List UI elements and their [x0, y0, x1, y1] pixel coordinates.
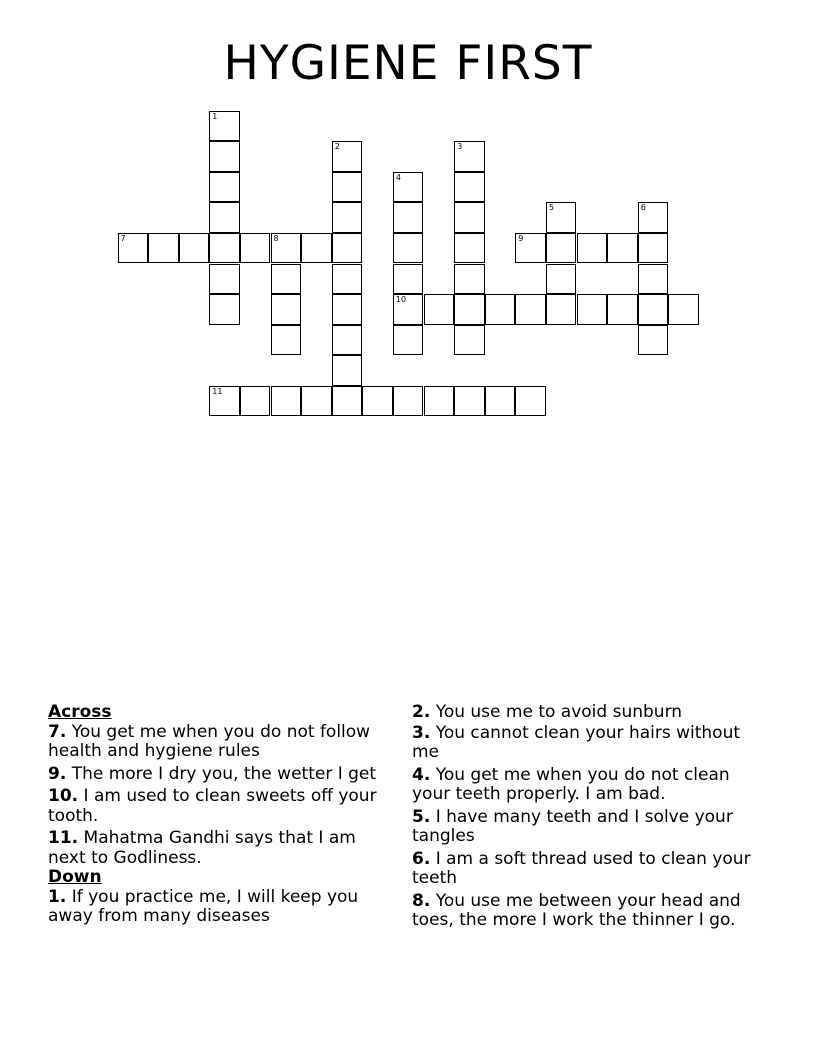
grid-cell[interactable]	[148, 233, 179, 264]
clue-number: 11	[212, 386, 223, 396]
down-clue-4: 4. You get me when you do not clean your teeth properly. I am bad.	[412, 764, 730, 804]
grid-cell[interactable]	[332, 233, 363, 264]
grid-cell[interactable]	[546, 233, 577, 264]
grid-cell[interactable]	[454, 294, 485, 325]
clue-number: 8	[273, 233, 279, 243]
grid-cell[interactable]	[546, 294, 577, 325]
grid-cell[interactable]	[638, 294, 669, 325]
grid-cell[interactable]	[668, 294, 699, 325]
down-heading: Down	[48, 867, 102, 887]
grid-cell[interactable]	[332, 325, 363, 356]
grid-cell[interactable]	[393, 233, 424, 264]
grid-cell[interactable]	[240, 386, 271, 417]
grid-cell[interactable]	[546, 264, 577, 295]
grid-cell[interactable]	[454, 141, 485, 172]
puzzle-title: HYGIENE FIRST	[223, 36, 593, 91]
grid-cell[interactable]	[179, 233, 210, 264]
grid-cell[interactable]	[393, 325, 424, 356]
grid-cell[interactable]	[209, 233, 240, 264]
grid-cell[interactable]	[515, 294, 546, 325]
clues-left-column	[48, 703, 398, 930]
grid-cell[interactable]	[209, 264, 240, 295]
grid-cell[interactable]	[240, 233, 271, 264]
grid-cell[interactable]	[332, 355, 363, 386]
grid-cell[interactable]	[577, 294, 608, 325]
down-clue-1: 1. If you practice me, I will keep you away from many diseases	[48, 886, 359, 926]
grid-cell[interactable]	[638, 233, 669, 264]
grid-cell[interactable]	[607, 233, 638, 264]
down-clue-5: 5. I have many teeth and I solve your tangles	[412, 806, 733, 846]
grid-cell[interactable]	[209, 294, 240, 325]
grid-cell[interactable]	[454, 172, 485, 203]
grid-cell[interactable]	[454, 264, 485, 295]
down-clue-6: 6. I am a soft thread used to clean your teeth	[412, 848, 751, 888]
across-clue-7: 7. You get me when you do not follow health and hygiene rules	[48, 721, 371, 761]
grid-cell[interactable]	[332, 294, 363, 325]
grid-cell[interactable]	[393, 264, 424, 295]
grid-cell[interactable]	[424, 294, 455, 325]
grid-cell[interactable]	[515, 233, 546, 264]
grid-cell[interactable]	[454, 386, 485, 417]
grid-cell[interactable]	[546, 202, 577, 233]
grid-cell[interactable]	[209, 111, 240, 142]
grid-cell[interactable]	[209, 386, 240, 417]
across-clue-9: 9. The more I dry you, the wetter I get	[48, 763, 377, 784]
grid-cell[interactable]	[301, 233, 332, 264]
grid-cell[interactable]	[271, 294, 302, 325]
grid-cell[interactable]	[393, 202, 424, 233]
grid-cell[interactable]	[638, 264, 669, 295]
grid-cell[interactable]	[332, 202, 363, 233]
clue-number: 1	[212, 111, 218, 121]
grid-cell[interactable]	[454, 233, 485, 264]
down-clue-3: 3. You cannot clean your hairs without me	[412, 722, 741, 762]
crossword-grid	[0, 0, 816, 430]
grid-cell[interactable]	[271, 264, 302, 295]
grid-cell[interactable]	[271, 386, 302, 417]
down-clue-8: 8. You use me between your head and toes, the more I work the thinner I go.	[412, 890, 741, 930]
clue-number: 7	[120, 233, 126, 243]
grid-cell[interactable]	[607, 294, 638, 325]
grid-cell[interactable]	[332, 141, 363, 172]
grid-cell[interactable]	[393, 386, 424, 417]
grid-cell[interactable]	[332, 172, 363, 203]
grid-cell[interactable]	[454, 202, 485, 233]
grid-cell[interactable]	[332, 386, 363, 417]
across-heading: Across	[48, 702, 112, 722]
clues-right-column	[412, 703, 762, 934]
down-clue-2: 2. You use me to avoid sunburn	[412, 702, 683, 722]
grid-cell[interactable]	[393, 172, 424, 203]
grid-cell[interactable]	[209, 141, 240, 172]
grid-cell[interactable]	[332, 264, 363, 295]
clue-number: 5	[548, 203, 554, 213]
grid-cell[interactable]	[485, 294, 516, 325]
clue-number: 3	[457, 142, 463, 152]
grid-cell[interactable]	[424, 386, 455, 417]
clue-number: 6	[640, 203, 646, 213]
grid-cell[interactable]	[485, 386, 516, 417]
grid-cell[interactable]	[362, 386, 393, 417]
grid-cell[interactable]	[271, 325, 302, 356]
clue-number: 4	[395, 172, 401, 182]
grid-cell[interactable]	[454, 325, 485, 356]
clue-number: 9	[518, 233, 524, 243]
across-clue-11: 11. Mahatma Gandhi says that I am next to Godliness.	[48, 828, 356, 868]
grid-cell[interactable]	[301, 386, 332, 417]
clue-number: 10	[395, 295, 407, 305]
across-clue-10: 10. I am used to clean sweets off your tooth.	[48, 786, 377, 826]
grid-cell[interactable]	[515, 386, 546, 417]
grid-cell[interactable]	[209, 172, 240, 203]
clue-number: 2	[334, 142, 340, 152]
grid-cell[interactable]	[638, 202, 669, 233]
grid-cell[interactable]	[271, 233, 302, 264]
grid-cell[interactable]	[577, 233, 608, 264]
grid-cell[interactable]	[393, 294, 424, 325]
grid-cell[interactable]	[118, 233, 149, 264]
grid-cell[interactable]	[638, 325, 669, 356]
grid-cell[interactable]	[209, 202, 240, 233]
